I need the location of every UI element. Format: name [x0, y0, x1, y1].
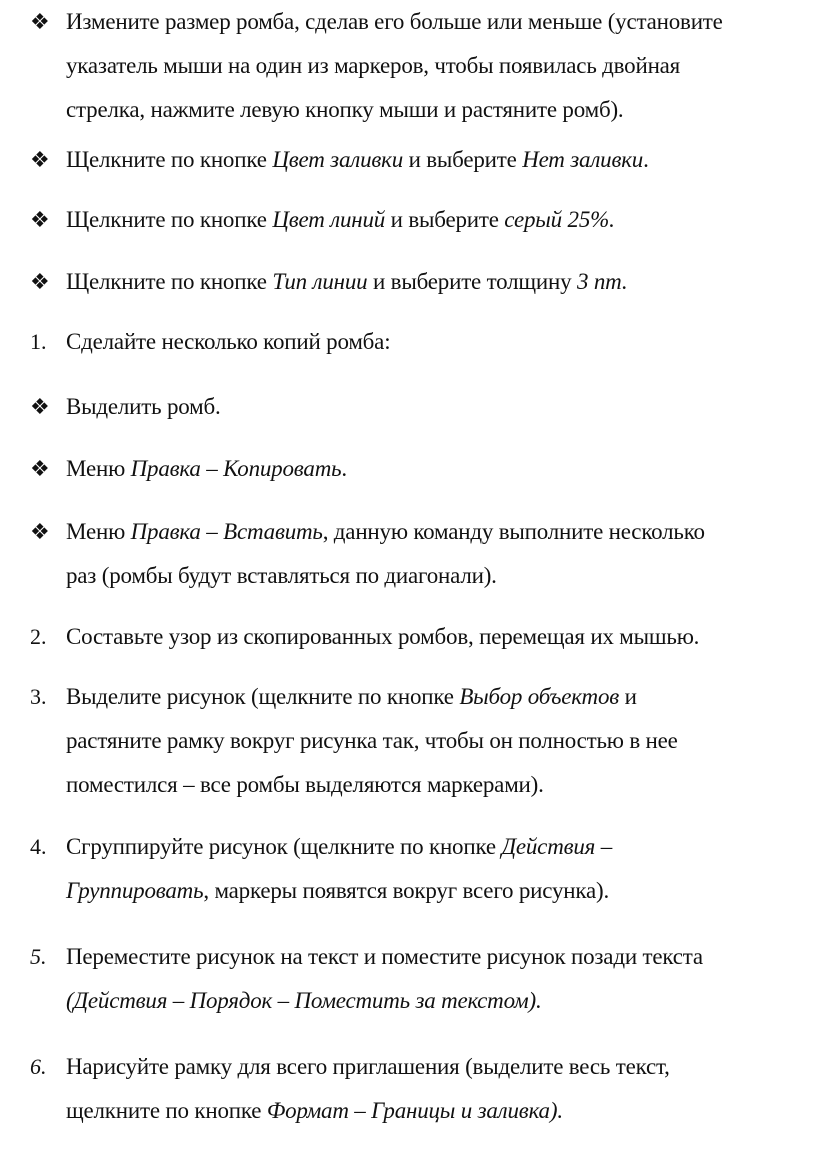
text-run: Переместите рисунок на текст и поместите рисунок позади текста: [66, 944, 703, 969]
text-run: , маркеры появятся вокруг всего рисунка).: [203, 878, 609, 903]
list-item-text: [66, 1045, 814, 1133]
list-item-text: [66, 675, 814, 807]
list-item-text: [66, 510, 814, 598]
text-run: Нарисуйте рамку для всего приглашения (выделите весь текст,: [66, 1054, 670, 1079]
list-number: 3.: [30, 684, 47, 709]
text-line: [66, 88, 814, 132]
text-line: [66, 979, 814, 1023]
text-line: [66, 320, 814, 364]
italic-term: Правка – Копировать: [130, 456, 342, 481]
text-line: [66, 1045, 814, 1089]
text-run: Меню: [66, 456, 131, 481]
text-line: [66, 554, 814, 598]
italic-term: (Действия – Порядок – Поместить за текстом).: [66, 988, 542, 1013]
italic-term: Правка – Вставить: [130, 519, 323, 544]
italic-term: серый 25%.: [504, 207, 615, 232]
text-run: поместился – все ромбы выделяются маркерами).: [66, 772, 544, 797]
text-run: Сделайте несколько копий ромба:: [66, 329, 391, 354]
diamond-bullet-icon: ❖: [30, 147, 50, 172]
italic-term: Цвет заливки: [272, 147, 404, 172]
italic-term: Тип линии: [272, 269, 368, 294]
diamond-bullet-icon: ❖: [30, 456, 50, 481]
italic-term: Группировать: [66, 878, 204, 903]
text-line: [66, 615, 814, 659]
list-number: 5.: [30, 944, 47, 969]
text-run: растяните рамку вокруг рисунка так, чтобы он полностью в нее: [66, 728, 678, 753]
diamond-bullet-icon: ❖: [30, 9, 50, 34]
text-line: [66, 719, 814, 763]
text-line: [66, 138, 814, 182]
text-run: и: [619, 684, 637, 709]
text-run: щелкните по кнопке: [66, 1098, 267, 1123]
list-number: 6.: [30, 1054, 47, 1079]
text-run: Составьте узор из скопированных ромбов, перемещая их мышью.: [66, 624, 700, 649]
italic-term: Действия –: [501, 834, 613, 859]
text-run: указатель мыши на один из маркеров, чтобы появилась двойная: [66, 53, 681, 78]
list-item-text: [66, 320, 814, 364]
italic-term: Выбор объектов: [459, 684, 620, 709]
diamond-bullet-icon: ❖: [30, 269, 50, 294]
list-item-text: [66, 198, 814, 242]
text-line: [66, 825, 814, 869]
text-run: и выберите: [385, 207, 505, 232]
text-run: Выделить ромб.: [66, 394, 221, 419]
text-run: раз (ромбы будут вставляться по диагонали).: [66, 563, 497, 588]
text-run: .: [643, 147, 649, 172]
italic-term: 3 пт.: [577, 269, 628, 294]
diamond-bullet-icon: ❖: [30, 394, 50, 419]
text-run: .: [341, 456, 347, 481]
text-line: [66, 198, 814, 242]
text-line: [66, 869, 814, 913]
list-item-text: [66, 615, 814, 659]
text-line: [66, 763, 814, 807]
text-run: Измените размер ромба, сделав его больше или меньше (установите: [66, 9, 723, 34]
text-run: Выделите рисунок (щелкните по кнопке: [66, 684, 460, 709]
list-number: 4.: [30, 834, 47, 859]
text-run: Меню: [66, 519, 131, 544]
list-item-text: [66, 935, 814, 1023]
text-line: [66, 675, 814, 719]
text-line: [66, 1089, 814, 1133]
text-line: [66, 935, 814, 979]
text-line: [66, 510, 814, 554]
text-line: [66, 260, 814, 304]
list-item-text: [66, 138, 814, 182]
diamond-bullet-icon: ❖: [30, 207, 50, 232]
text-run: Щелкните по кнопке: [66, 207, 273, 232]
text-run: , данную команду выполните несколько: [322, 519, 705, 544]
text-line: [66, 385, 814, 429]
text-run: стрелка, нажмите левую кнопку мыши и растяните ромб).: [66, 97, 624, 122]
text-run: Щелкните по кнопке: [66, 269, 273, 294]
diamond-bullet-icon: ❖: [30, 519, 50, 544]
text-line: [66, 0, 814, 44]
list-number: 1.: [30, 329, 47, 354]
list-item-text: [66, 385, 814, 429]
italic-term: Формат – Границы и заливка).: [266, 1098, 563, 1123]
list-item-text: [66, 825, 814, 913]
text-run: и выберите толщину: [367, 269, 578, 294]
italic-term: Нет заливки: [522, 147, 644, 172]
list-item-text: [66, 447, 814, 491]
italic-term: Цвет линий: [272, 207, 386, 232]
list-item-text: [66, 0, 814, 132]
text-line: [66, 447, 814, 491]
list-item-text: [66, 260, 814, 304]
text-run: Щелкните по кнопке: [66, 147, 273, 172]
text-run: и выберите: [403, 147, 523, 172]
text-line: [66, 44, 814, 88]
text-run: Сгруппируйте рисунок (щелкните по кнопке: [66, 834, 502, 859]
list-number: 2.: [30, 624, 47, 649]
